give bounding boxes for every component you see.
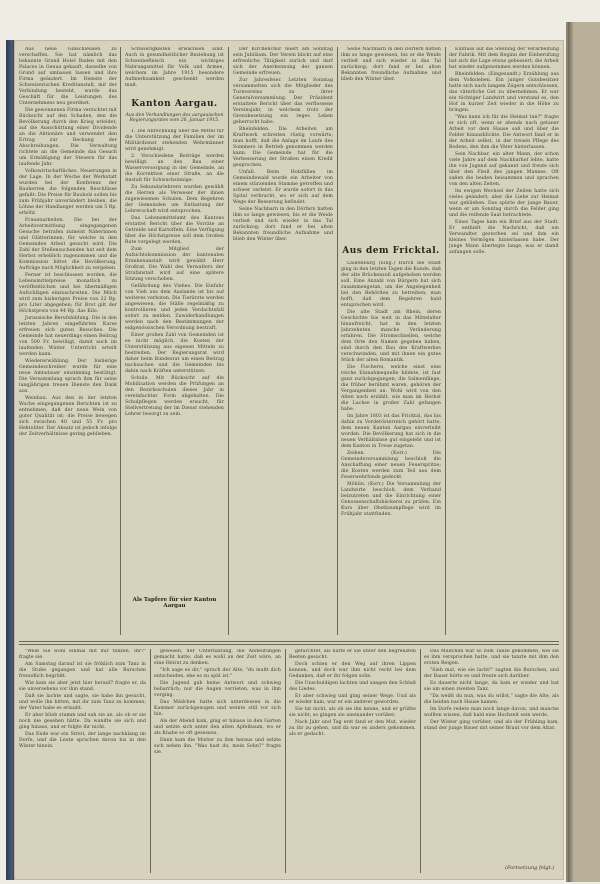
paragraph: Nach Jahr und Tag erst fand er den Mut, wieder zu ihr zu gehen, und da war es anders gekommen, als er gedacht. [289, 720, 416, 737]
paragraph: Einfluss auf die Stellung der Verarbeitung der Fabrik. Mit dem Beginn der Einberufung hat sich die Lage etwas gebessert; die Arbeit hat wieder aufgenommen werden können. [449, 47, 559, 70]
paragraph: Zeihen. (Korr.) Die Gemeindeversammlung beschloß die Anschaffung einer neuen Feuerspritze; die Kosten werden zum Teil aus dem Feuerwehrfonds gedeckt. [341, 451, 441, 480]
paragraph: Eines Tages kam ein Brief aus der Stadt. Er enthielt die Nachricht, daß ein Verwandter gestorben sei und ihm ein kleines Vermögen hinterlassen habe. Der junge Mann überlegte lange, was er damit anfangen solle. [449, 220, 559, 255]
paragraph: Das Lebensmittelamt des Kantons erstattet Bericht über die Vorräte an Getreide und Kartoffeln. Eine Verfügung über die Höchstpreise soll dem Großen Rate vorgelegt werden. [125, 216, 224, 245]
paragraph: Doch schien er den Weg auf ihren Lippen kennen, und doch war ihm nicht recht bei dem Gedanken, daß er ihr folgen solle. [289, 662, 416, 679]
column-2 [125, 129, 224, 635]
paragraph: Wiedererwählung. Der bisherige Gemeindeschreiber wurde für eine neue Amtsdauer einstimmig bestätigt. Die Versammlung sprach ihm für seine langjährigen treuen Dienste den Dank aus. [19, 359, 117, 394]
paragraph: Er aber blieb stumm und sah sie an, als ob er sie noch nie gesehen hätte. Da wandte sie sich und ging hinaus, und er folgte ihr nicht. [19, 713, 146, 730]
paragraph: Am Samstag darauf ist sie fröhlich zum Tanz in die Stube gegangen und hat alle Burschen freundlich begrüßt. [19, 662, 146, 679]
paragraph: "Da weißt du nun, was du willst," sagte die Alte, als die beiden nach Hause kamen. [424, 694, 559, 705]
continuation-note: (Fortsetzung folgt.) [505, 865, 555, 871]
paragraph: Der Kirchenchor feiert am Sonntag sein Jubiläum. Der Verein blickt auf eine erfreuliche Tätigkeit zurück und darf sich der Anerkennung der ganzen Gemeinde erfreuen. [233, 47, 333, 76]
paragraph: Die gewonnenen Firma verzichtet mit Rücksicht auf den Schaden, den die Bevölkerung durch den Krieg erleidet, auf die Ausschüttung einer Dividende an die Aktionäre und verwendet den Ertrag zur Deckung der Abschreibungen. Die Verwaltung richtete an die Gemeinde das Gesuch um Ermäßigung der Steuern für das laufende Jahr. [19, 108, 117, 167]
kanton-heading: Kanton Aargau. [131, 99, 218, 109]
paragraph: Daß sie lachte und sagte, sie habe ihn gesucht, und wolle ihn bitten, mit ihr zum Tanz zu kommen; der Vater habe es erlaubt. [19, 694, 146, 711]
paragraph: Laufenburg (Eing.) Durch die Stadt ging in den letzten Tagen die Kunde, daß der alte Brückenzoll aufgehoben werden soll. Eine Anzahl von Bürgern hat sich zusammengetan, um die Angelegenheit bei den Behörden zu betreiben; man hofft, daß dem Begehren bald entsprochen wird. [341, 261, 441, 308]
paragraph: Das Ende war ein Streit, der lange nachklang im Dorfe, und die Leute sprachen davon bis in den Winter hinein. [19, 732, 146, 749]
paragraph: Die Fischerei, welche einst eine reiche Einnahmequelle bildete, ist fast ganz zurückgegangen; die Salmenfänge, die früher berühmt waren, gehören der Vergangenheit an. Wohl wird von den Alten noch erzählt, wie man im Herbst die Lachse in großer Zahl gefangen habe. [341, 365, 441, 412]
paragraph: Das Mädchen hatte sich unterdessen in die Kammer zurückgezogen und weinte still vor sich hin. [154, 700, 281, 717]
feuilleton-column-3 [289, 649, 416, 873]
column-rule [337, 47, 338, 635]
feuilleton-column-4 [424, 649, 559, 863]
paragraph: gefürchtet, als hätte er sie unter den begrenzten Beeten gesucht. [289, 649, 416, 660]
feuilleton-column-2 [154, 649, 281, 873]
column-3 [233, 47, 333, 635]
paragraph: Die Unschuldigen lachten und sangen den Schluß des Liedes. [289, 681, 416, 692]
paragraph: Unfall. Beim Holzfällen im Gemeindewald wurde ein Arbeiter von einem stürzenden Stamme getroffen und schwer verletzt. Er wurde sofort in das Spital verbracht, wo er sich auf dem Wege der Besserung befindet. [233, 170, 333, 205]
column-rule [120, 47, 121, 635]
column-rule [150, 649, 151, 873]
paragraph: Rheinfelden. Die Arbeiten am Kraftwerk schreiten rüstig vorwärts; man hofft, daß die Anlage im Laufe des Sommers in Betrieb genommen werden kann. Die Gemeinde hat für die Verbesserung der Straßen einen Kredit gesprochen. [233, 127, 333, 168]
paragraph: Frauenarbeiten. Die bei der Arbeitsvermittlung eingegangenen Gesuche betrafen zumeist Näherinnen und Glätterinnen, für welche in den Gemeinden Arbeit gesucht wird. Die Zahl der Stellensuchenden hat seit dem Herbst erheblich zugenommen und die Kommission bittet die Bevölkerung, Aufträge nach Möglichkeit zu vergeben. [19, 218, 117, 271]
feuilleton-divider [19, 641, 559, 642]
paragraph: Seine Nachbarn in den Dörfern hatten ihm so lange gewiesen, bis er die Weide verließ und sich wieder in das Tal zurückzog; dort fand er bei alten Bekannten freundliche Aufnahme und blieb den Winter über. [341, 47, 441, 82]
newspaper-page [14, 40, 564, 880]
column-rule [285, 649, 286, 873]
feuilleton-heading: Aus dem Fricktal. [342, 246, 440, 256]
paragraph: gewesen, der Unterhaltung, die Andeutungen gemacht hatte, daß es wohl an der Zeit wäre, an eine Heirat zu denken. [154, 649, 281, 666]
paragraph: Jurassische Berufsbildung. Die in den letzten Jahren eingeführten Kurse erfreuen sich guten Besuches. Die Gemeinde hat neuerdings einen Beitrag von 500 Fr. bewilligt, damit auch im laufenden Winter Unterricht erteilt werden kann. [19, 316, 117, 357]
paragraph: Seine Nachbarn in den Dörfern hatten ihm so lange gewiesen, bis er die Weide verließ und sich wieder in das Tal zurückzog; dort fand er bei alten Bekannten freundliche Aufnahme und blieb den Winter über. [233, 207, 333, 242]
paragraph: 2. Verschiedene Beiträge werden bewilligt: an den Bau einer Wasserversorgung in der Gemeinde, an die Korrektion einer Straße, an die Anstalt für Schwachsinnige. [125, 154, 224, 183]
section-heading: Als Tapfere für vier Kanton Aargau [132, 597, 217, 609]
paragraph: Zur Jahresfeier. Letzten Sonntag versammelten sich die Mitglieder des Turnvereins zu ihrer Generalversammlung. Der Präsident erstattete Bericht über das verflossene Vereinsjahr, in welchem trotz der Grenzbesetzung ein reges Leben geherrscht habe. [233, 78, 333, 125]
column-rule [445, 47, 446, 635]
paragraph: Schule. Mit Rücksicht auf die Mobilisation werden die Prüfungen an den Bezirksschulen dieses Jahr in vereinfachter Form abgehalten. Die Schulpflegen werden ersucht, für Stellvertretung der im Dienst stehenden Lehrer besorgt zu sein. [125, 376, 224, 417]
paragraph: "Sieh mal, wie sie lacht!" sagten die Burschen, und der Bauer hörte es und freute sich darüber. [424, 668, 559, 679]
paragraph: "Was kann ich für die Heimat tun?" fragte er sich oft, wenn er abends nach getaner Arbeit vor dem Hause saß und über die Felder hinausblickte. Die Antwort fand er in der Arbeit selbst, in der treuen Pflege des Bodens, den ihm die Väter hinterlassen. [449, 115, 559, 150]
paragraph: Volkswirtschaftliches. Neuerungen in der Lage. In der Woche der Werkstatt wurden bei der Konferenz der Bauherren die folgenden Beschlüsse gefaßt: Die Preise für Bauholz sollen bis zum Frühjahr unverändert bleiben, die Löhne der Handlanger werden um 5 Rp. erhöht. [19, 169, 117, 216]
kanton-subheading: Aus den Verhandlungen des aargauischen Regierungsrates vom 26. Januar 1915. [125, 113, 224, 123]
page-edge-shadow [568, 22, 574, 882]
feuilleton-column-1 [19, 649, 146, 873]
paragraph: Sein Nachbar, ein alter Mann, der schon viele Jahre auf dem Nachbarhof lebte, hatte ihn von Jugend auf gekannt und freute sich über den Fleiß des jungen Mannes. Oft saßen die beiden beisammen und sprachen von den alten Zeiten. [449, 152, 559, 187]
paragraph: Zum Mitglied der Aufsichtskommission der kantonalen Krankenanstalt wird gewählt Herr Großrat. Die Wahl des Verwalters der Strafanstalt wird auf eine spätere Sitzung verschoben. [125, 247, 224, 282]
paragraph: "Weiß Sie wohl einmal mit mir tanzen, Ihr?" fragte sie. [19, 649, 146, 660]
paragraph: Sie tat nicht, als ob sie ihn kenne, und er grüßte sie nicht; so gingen sie aneinander vorüber. [289, 707, 416, 718]
paragraph: Aus neue Ginschleusen zu verschaffen. Sie hat nämlich das bekannte Grand Hotel Baden mit den Palaces in Genua gekauft, dasselbe von Grund auf umbauen lassen und ihre Firma geändert. Im Dienste der Schweizerischen Kreditanstalt, mit der Verbindung besteht, wurde das Geschäft für die Leistungen des Unternehmens neu geordnet. [19, 47, 117, 106]
column-2-top [125, 47, 224, 95]
paragraph: Der Winter ging vorüber, und als der Frühling kam, stand der junge Bauer mit seiner Braut vor dem Altar. [424, 720, 559, 731]
adjacent-page-edge [566, 22, 600, 882]
feuilleton-divider [19, 644, 559, 645]
paragraph: Es dauerte nicht lange, da kam er wieder und bat sie um einen zweiten Tanz. [424, 681, 559, 692]
paragraph: Im Jahre 1803 ist das Fricktal, das bis dahin zu Vorderösterreich gehört hatte, dem neuen Kanton Aargau einverleibt worden. Die Bevölkerung hat sich in die neuen Verhältnisse gut eingelebt und ist dem Kanton in Treue zugetan. [341, 414, 441, 449]
paragraph: Wie kam sie aber jetzt hier herauf? fragte er, da sie unversehens vor ihm stand. [19, 681, 146, 692]
column-4 [341, 261, 441, 635]
paragraph: Weinbau. Aus den in der letzten Woche eingegangenen Berichten ist zu entnehmen, daß der neue Wein von guter Qualität ist; die Preise bewegen sich zwischen 40 und 55 Fr. pro Hektoliter. Der Absatz ist jedoch infolge der Zeitverhältnisse gering geblieben. [19, 396, 117, 437]
paragraph: Er aber schwieg und ging seiner Wege. Und als er wieder kam, war er ein anderer geworden. [289, 694, 416, 705]
column-4-top [341, 47, 441, 243]
paragraph: Rheinfelden. (Eingesandt.) Erzählung aus dem Volksleben. Ein junger Gutsbesitzer hatte sich nach langem Zögern entschlossen, das väterliche Gut zu übernehmen. Er war ein tüchtiger Landwirt und verstand es, den Hof in kurzer Zeit wieder in die Höhe zu bringen. [449, 72, 559, 113]
paragraph: Die Jugend gab keine Antwort und schwieg beharrlich; nur die Augen verrieten, was in ihm vorging. [154, 681, 281, 698]
paragraph: Im Dorfe redete man noch lange davon, und manche wollten wissen, daß bald eine Hochzeit sein werde. [424, 707, 559, 718]
column-rule [228, 47, 229, 635]
paragraph: Einer großen Zahl von Gemeinden ist es nicht möglich, die Kosten der Unterstützung aus eigenen Mitteln zu bestreiten. Der Regierungsrat wird daher beim Bundesrat um einen Beitrag nachsuchen und die Gemeinden bis dahin nach Kräften unterstützen. [125, 333, 224, 374]
column-5 [449, 47, 559, 635]
paragraph: Ferner ist beschlossen worden, die Lebensmittelpreise monatlich zu veröffentlichen und bei übermäßigen Aufschlägen einzuschreiten. Die Milch wird zum bisherigen Preise von 22 Rp. pro Liter abgegeben; für Brot gilt der Höchstpreis von 44 Rp. das Kilo. [19, 273, 117, 314]
paragraph: "Ich sage es dir," sprach der Alte, "du mußt dich entscheiden, ehe es zu spät ist." [154, 668, 281, 679]
paragraph: Zu Sekundarlehrern wurden gewählt die Herren als Verweser der ihnen zugewiesenen Schulen. Dem Begehren der Gemeinden um Entlastung der Lehrerschaft wird entsprochen. [125, 185, 224, 214]
paragraph: Im ewigen Wechsel der Zeiten hatte sich vieles geändert; aber die Liebe zur Heimat war geblieben. Das spürte der junge Bauer, wenn er am Sonntag durch die Felder ging und die reifende Saat betrachtete. [449, 189, 559, 218]
column-1 [19, 47, 117, 635]
paragraph: Das Mädchen war so zum Tanze gekommen, wie sie es ihm versprochen hatte, und sie tanzte mit ihm den ersten Reigen. [424, 649, 559, 666]
paragraph: Schwierigkeiten erwachsen sind. Auch in gesundheitlicher Beziehung ist Schweinefleisch ein wichtiges Nahrungsmittel für Volk und Armee, welchem im Jahre 1915 besondere Aufmerksamkeit geschenkt werden muß. [125, 47, 224, 88]
paragraph: Dann kam die Mutter zu ihm heraus und setzte sich neben ihn. "Was hast du, mein Sohn?" fragte sie. [154, 738, 281, 755]
paragraph: Möhlin. (Korr.) Die Versammlung der Landwirte beschloß, dem Verband beizutreten und die Einrichtung einer Genossenschaftsbäckerei zu prüfen. Ein Kurs über Obstbaumpflege wird im Frühjahr stattfinden. [341, 482, 441, 517]
paragraph: 1. Die Abrechnung über die Mittel für die Unterstützung der Familien der im Militärdienst stehenden Wehrmänner wird genehmigt. [125, 129, 224, 152]
paragraph: Gefährdung des Viehes. Die Einfuhr von Vieh aus dem Auslande ist bis auf weiteres verboten. Die Tierärzte werden angewiesen, die Ställe regelmäßig zu kontrollieren und jeden Verdachtsfall sofort zu melden. Zuwiderhandlungen werden nach den Bestimmungen der eidgenössischen Verordnung bestraft. [125, 284, 224, 331]
column-rule [420, 649, 421, 873]
paragraph: Als der Abend kam, ging er hinaus in den Garten und setzte sich unter den alten Apfelbaum, wo er als Knabe so oft gesessen. [154, 719, 281, 736]
paragraph: Die alte Stadt am Rhein, deren Geschichte bis weit in das Mittelalter hinaufreicht, hat in den letzten Jahrzehnten manche Veränderung erfahren. Die Stromschnellen, welche dem Orte den Namen gegeben haben, sind durch den Bau des Kraftwerkes verschwunden, und mit ihnen ein gutes Stück der alten Romantik. [341, 310, 441, 363]
